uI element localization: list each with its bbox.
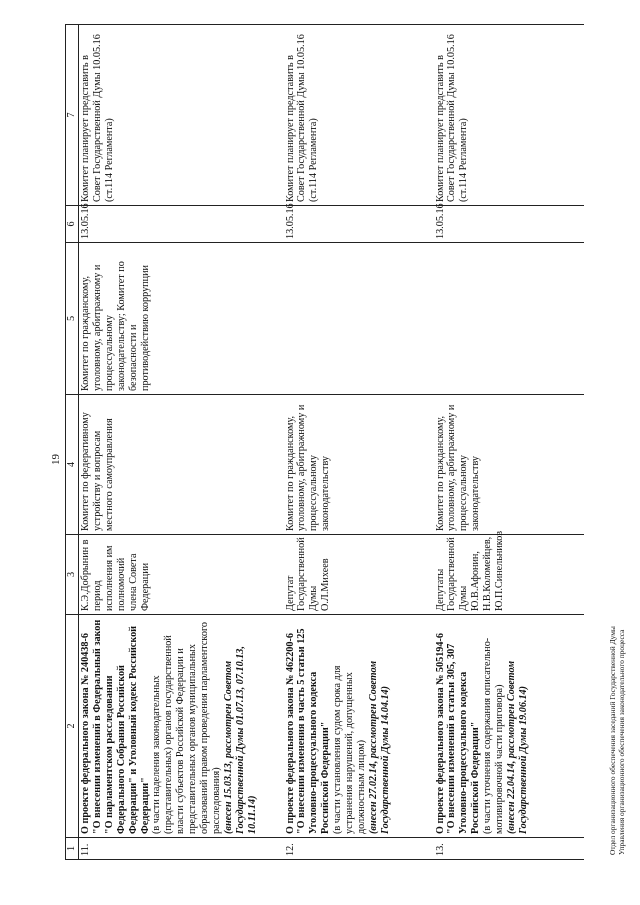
project-title: О проекте федерального закона № 462200-6 "О внесении изменения в часть 5 статьи 125 Уголовно-процессуального кодекса Российской Федерации" — [284, 628, 332, 834]
col-header-3: 3 — [66, 535, 79, 615]
table-row — [434, 25, 584, 860]
project-cell — [284, 615, 434, 838]
col-header-7: 7 — [66, 25, 79, 206]
responsible-committee: Комитет по гражданскому, уголовному, арбитражному и процессуальному законодательству — [284, 395, 434, 535]
plan: Комитет планирует представить в Совет Государственной Думы 10.05.16 (ст.114 Регламента) — [284, 25, 434, 206]
project-note: (внесен 22.04.14, рассмотрен Советом Государственной Думы 19.06.14) — [505, 660, 529, 834]
table-row — [79, 25, 284, 860]
project-title: О проекте федерального закона № 240438-6 "О внесении изменений в Федеральный закон "О парламентском расследовании Федерального Собрания Российской Федерации" и Уголовный кодекс Российской Федерации" — [80, 619, 151, 834]
table-row — [284, 25, 434, 860]
agenda-table — [65, 24, 584, 860]
co-committees — [434, 243, 584, 395]
row-number: 11. — [79, 838, 284, 860]
col-header-2: 2 — [66, 615, 79, 838]
responsible-committee: Комитет по федеративному устройству и вопросам местного самоуправления — [79, 395, 284, 535]
project-title: О проекте федерального закона № 505194-6 "О внесении изменений в статьи 305, 307 Уголовно-процессуального кодекса Российской Федерации" — [434, 633, 482, 834]
co-committees: Комитет по гражданскому, уголовному, арбитражному и процессуальному законодательству; Комитет по безопасности и противодействию коррупции — [79, 243, 284, 395]
initiator: К.Э.Добрынин в период исполнения им полномочий члена Совета Федерации — [79, 535, 284, 615]
initiator: Депутаты Государственной Думы Ю.В.Афонин, Н.В.Коломейцев, Ю.П.Синельников — [434, 535, 584, 615]
row-number: 13. — [434, 838, 584, 860]
project-detail: (в части наделения законодательных (представительных) органов государственной власти субъектов Российской Федерации и представительных органов муниципальных образований правом проведения парламентского расследования) — [151, 622, 222, 834]
project-cell — [434, 615, 584, 838]
plan: Комитет планирует представить в Совет Государственной Думы 10.05.16 (ст.114 Регламента) — [434, 25, 584, 206]
project-detail: (в части установления судом срока для устранения нарушений, допущенных должностным лицом) — [332, 665, 367, 834]
col-header-6: 6 — [66, 206, 79, 243]
project-note: (внесен 27.02.14, рассмотрен Советом Государственной Думы 14.04.14) — [367, 660, 391, 834]
initiator: Депутат Государственной Думы О.Л.Михеев — [284, 535, 434, 615]
footer-line-1: Отдел организационного обеспечения заседаний Государственной Думы — [608, 626, 617, 855]
project-note: (внесен 15.03.13, рассмотрен Советом Государственной Думы 01.07.13, 07.10.13, 10.11.14) — [222, 646, 258, 834]
col-header-5: 5 — [66, 243, 79, 395]
responsible-committee: Комитет по гражданскому, уголовному, арбитражному и процессуальному законодательству — [434, 395, 584, 535]
col-header-4: 4 — [66, 395, 79, 535]
date: 13.05.16 — [284, 206, 434, 243]
project-cell — [79, 615, 284, 838]
plan: Комитет планирует представить в Совет Государственной Думы 10.05.16 (ст.114 Регламента) — [79, 25, 284, 206]
column-number-header — [66, 25, 79, 860]
row-number: 12. — [284, 838, 434, 860]
project-detail: (в части уточнения содержания описательно-мотивировочной части приговора) — [482, 637, 506, 834]
co-committees — [284, 243, 434, 395]
col-header-1: 1 — [66, 838, 79, 860]
date: 13.05.16 — [434, 206, 584, 243]
date: 13.05.16 — [79, 206, 284, 243]
page-number: 19 — [50, 454, 62, 465]
footer-line-2: Управления организационного обеспечения законодательного процесса — [617, 629, 626, 855]
